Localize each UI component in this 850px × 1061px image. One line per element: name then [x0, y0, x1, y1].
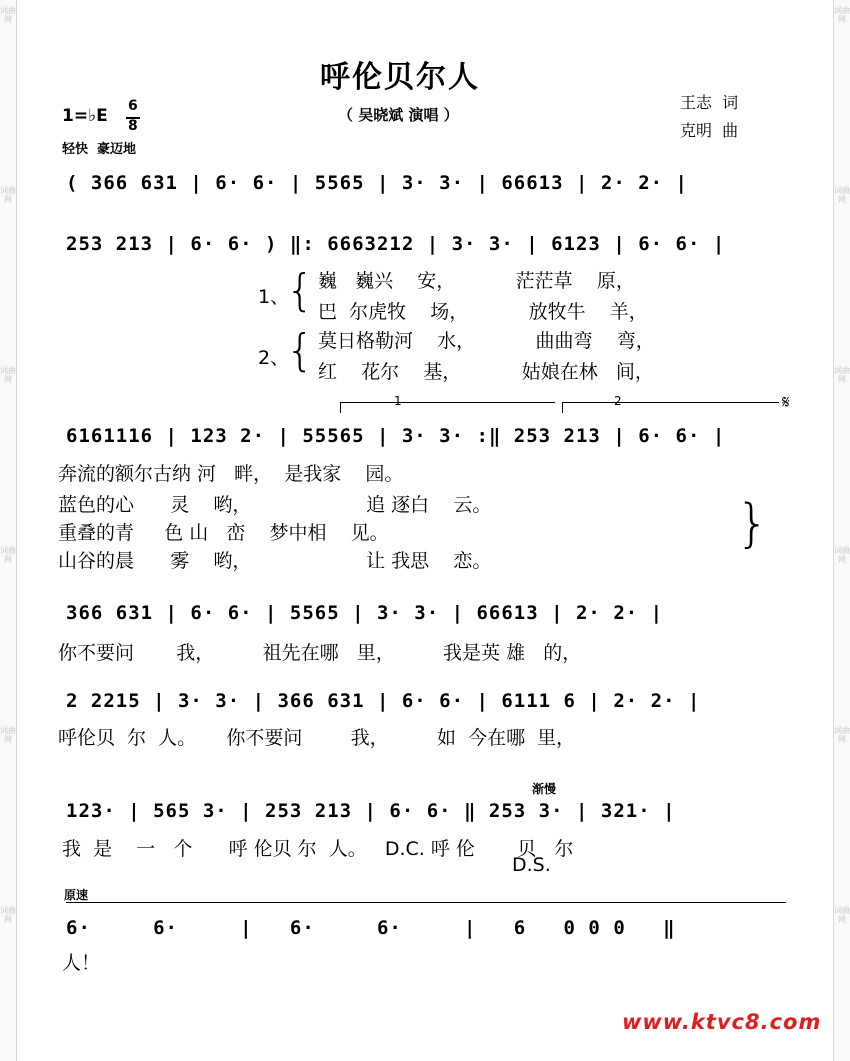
notation-row: 123· | 565 3· | 253 213 | 6· 6· ‖ 253 3· | 321· | [66, 800, 676, 822]
notation-row: 6161116 | 123 2· | 55565 | 3· 3· :‖ 253 213 | 6· 6· | [66, 425, 726, 447]
lyric-line: 巴 尔虎牧 场， 放牧牛 羊， [318, 301, 648, 323]
watermark-right: 词曲网 [834, 6, 850, 24]
verse-number: 1、 [258, 286, 290, 308]
lyric-line: 山谷的晨 雾 哟， 让 我思 恋。 [58, 550, 492, 572]
notation-row: 253 213 | 6· 6· ) ‖: 6663212 | 3· 3· | 6123 | 6· 6· | [66, 233, 726, 255]
composer-credit: 克明 曲 [680, 121, 739, 140]
watermark-left: 词曲网 [0, 906, 16, 924]
notation-row: 366 631 | 6· 6· | 5565 | 3· 3· | 66613 | 2· 2· | [66, 602, 664, 624]
right-margin-strip [833, 0, 850, 1061]
watermark-left: 词曲网 [0, 186, 16, 204]
watermark-left: 词曲网 [0, 6, 16, 24]
volta-label-1: 1 [394, 394, 402, 408]
watermark-right: 词曲网 [834, 546, 850, 564]
notation-row: 2 2215 | 3· 3· | 366 631 | 6· 6· | 6111 6 | 2· 2· | [66, 690, 701, 712]
volta-bracket-1 [340, 402, 555, 413]
a-tempo-marking: 原速 [64, 888, 89, 902]
segno-sign: 𝄋 [782, 392, 790, 413]
lyric-line: 你不要问 我， 祖先在哪 里， 我是英 雄 的， [58, 642, 582, 664]
lyric-line: 呼伦贝 尔 人。 你不要问 我， 如 今在哪 里， [58, 727, 576, 749]
watermark-left: 词曲网 [0, 366, 16, 384]
lyric-line: 人！ [62, 952, 101, 974]
lyric-line: 奔流的额尔古纳 河 畔， 是我家 园。 [58, 463, 404, 485]
watermark-right: 词曲网 [834, 726, 850, 744]
watermark-right: 词曲网 [834, 366, 850, 384]
lyric-line: 莫日格勒河 水， 曲曲弯 弯， [318, 330, 655, 352]
ds-marking: D.S. [512, 854, 551, 876]
notation-row: 6· 6· | 6· 6· | 6 0 0 0 ‖ [66, 917, 676, 939]
key-signature: 1=♭E [62, 106, 108, 126]
volta-bracket-2 [562, 402, 779, 413]
volta-label-2: 2 [614, 394, 622, 408]
lyricist-credit: 王志 词 [680, 93, 739, 112]
tempo-marking: 轻快 豪迈地 [62, 142, 137, 157]
song-title: 呼伦贝尔人 [320, 60, 480, 95]
watermark-left: 词曲网 [0, 726, 16, 744]
left-margin-strip [0, 0, 17, 1061]
lyric-line: 蓝色的心 灵 哟， 追 逐白 云。 [58, 494, 492, 516]
lyric-line: 重叠的青 色 山 峦 梦中相 见。 [58, 522, 389, 544]
watermark-right: 词曲网 [834, 906, 850, 924]
site-logo: www.ktvc8.com [622, 1010, 822, 1034]
verse-brace: { [286, 265, 314, 316]
watermark-left: 词曲网 [0, 546, 16, 564]
time-signature-bottom: 8 [128, 118, 138, 134]
watermark-right: 词曲网 [834, 186, 850, 204]
lyric-line: 我 是 一 个 呼 伦贝 尔 人。 D.C. 呼 伦 贝 尔 [62, 838, 574, 860]
lyric-line: 巍 巍兴 安， 茫茫草 原， [318, 270, 635, 292]
verse-number: 2、 [258, 347, 290, 369]
notation-row: ( 366 631 | 6· 6· | 5565 | 3· 3· | 66613 | 2· 2· | [66, 172, 688, 194]
time-signature-top: 6 [128, 98, 138, 114]
tempo-line [66, 902, 786, 903]
verse-brace-right: } [736, 494, 770, 554]
verse-brace: { [286, 325, 314, 376]
lyric-line: 红 花尔 基， 姑娘在林 间， [318, 361, 654, 383]
ritardando-marking: 渐慢 [532, 782, 557, 796]
performer-subtitle: （ 吴晓斌 演唱 ） [338, 106, 459, 124]
